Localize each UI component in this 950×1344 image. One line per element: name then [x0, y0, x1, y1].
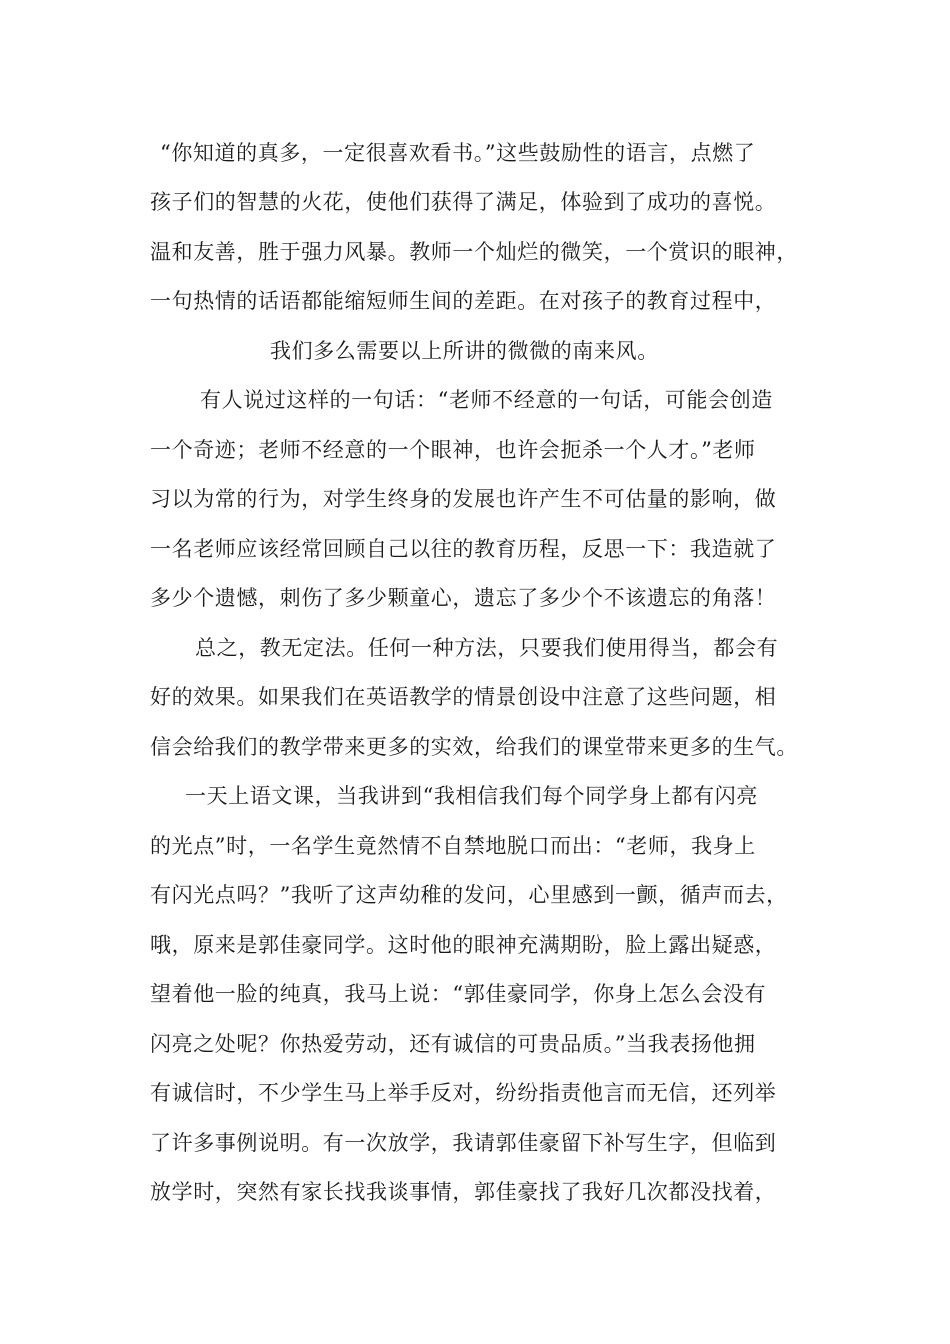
text-line: 总之，教无定法。任何一种方法，只要我们使用得当，都会有 [195, 636, 779, 660]
text-line: 一个奇迹；老师不经意的一个眼神，也许会扼杀一个人才。”老师 [150, 438, 756, 462]
text-line: 放学时，突然有家长找我谈事情，郭佳豪找了我好几次都没找着， [150, 1180, 777, 1204]
text-line: 好的效果。如果我们在英语教学的情景创设中注意了这些问题，相 [150, 685, 777, 709]
text-line: 一名老师应该经常回顾自己以往的教育历程，反思一下：我造就了 [150, 537, 777, 561]
text-line: 多少个遗憾，刺伤了多少颗童心，遗忘了多少个不该遗忘的角落！ [150, 586, 777, 610]
text-line: 一天上语文课，当我讲到“我相信我们每个同学身上都有闪亮 [185, 784, 758, 808]
text-line: 信会给我们的教学带来更多的实效，给我们的课堂带来更多的生气。 [150, 735, 798, 759]
text-line: 有诚信时，不少学生马上举手反对，纷纷指责他言而无信，还列举 [150, 1081, 777, 1105]
text-line: 闪亮之处呢？你热爱劳动，还有诚信的可贵品质。”当我表扬他拥 [150, 1032, 756, 1056]
text-line: 望着他一脸的纯真，我马上说：“郭佳豪同学，你身上怎么会没有 [150, 982, 767, 1006]
text-line: 有人说过这样的一句话：“老师不经意的一句话，可能会创造 [200, 388, 773, 412]
text-line: 一句热情的话语都能缩短师生间的差距。在对孩子的教育过程中， [150, 289, 777, 313]
text-line: “你知道的真多，一定很喜欢看书。”这些鼓励性的语言，点燃了 [160, 141, 756, 165]
text-line: 哦，原来是郭佳豪同学。这时他的眼神充满期盼，脸上露出疑惑， [150, 933, 777, 957]
text-line: 习以为常的行为，对学生终身的发展也许产生不可估量的影响，做 [150, 487, 777, 511]
text-line: 的光点”时，一名学生竟然情不自禁地脱口而出：“老师，我身上 [150, 834, 756, 858]
text-line: 我们多么需要以上所讲的微微的南来风。 [270, 339, 659, 363]
text-line: 有闪光点吗？”我听了这声幼稚的发问，心里感到一颤，循声而去， [150, 883, 788, 907]
text-line: 孩子们的智慧的火花，使他们获得了满足，体验到了成功的喜悦。 [150, 190, 777, 214]
text-line: 温和友善，胜于强力风暴。教师一个灿烂的微笑，一个赏识的眼神， [150, 240, 798, 264]
text-line: 了许多事例说明。有一次放学，我请郭佳豪留下补写生字，但临到 [150, 1131, 777, 1155]
